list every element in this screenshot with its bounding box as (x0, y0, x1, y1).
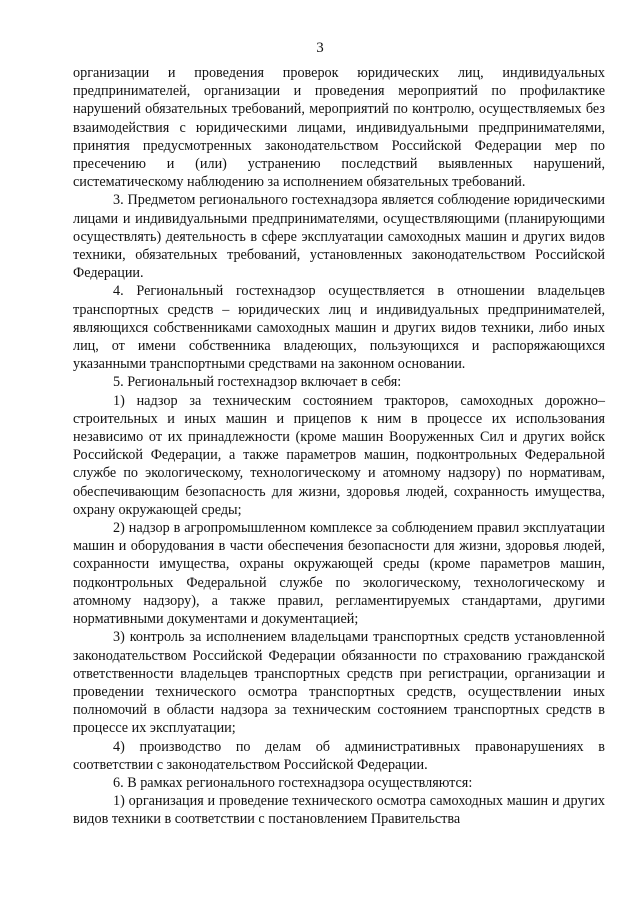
paragraph-item-5-4: 4) производство по делам об административных правонарушениях в соответствии с законодательством Российской Федерации. (73, 738, 605, 773)
paragraph-item-5-1: 1) надзор за техническим состоянием тракторов, самоходных дорожно–строительных и иных машин и прицепов к ним в процессе их использования независимо от их принадлежности (кроме машин Вооруженных Сил и других войск Российской Федерации, а также параметров машин, подконтрольных Федеральной службе по экологическому, технологическому и атомному надзору) по нормативам, обеспечивающим безопасность для жизни, здоровья людей, сохранность имущества, охрану окружающей среды; (73, 392, 605, 518)
paragraph-continuation: организации и проведения проверок юридических лиц, индивидуальных предпринимателей, организации и проведения мероприятий по профилактике нарушений обязательных требований, мероприятий по контролю, осуществляемых без взаимодействия с юридическими лицами, индивидуальными предпринимателями, принятия предусмотренных законодательством Российской Федерации мер по пресечению и (или) устранению последствий выявленных нарушений, систематическому наблюдению за исполнением обязательных требований. (73, 65, 605, 191)
document-body (73, 64, 605, 829)
paragraph-item-5-3: 3) контроль за исполнением владельцами транспортных средств установленной законодательством Российской Федерации обязанности по страхованию гражданской ответственности владельцев транспортных средств при регистрации, организации и проведении технического осмотра транспортных средств, осуществлении иных полномочий в области надзора за техническим состоянием транспортных средств в процессе их эксплуатации; (73, 629, 605, 737)
paragraph-item-5-2: 2) надзор в агропромышленном комплексе за соблюдением правил эксплуатации машин и оборудования в части обеспечения безопасности для жизни, здоровья людей, сохранности имущества, охраны окружающей среды (кроме параметров машин, подконтрольных Федеральной службе по экологическому, технологическому и атомному надзору), а также правил, регламентируемых стандартами, другими нормативными документами и документацией; (73, 520, 605, 628)
page-number: 3 (316, 40, 324, 56)
paragraph-item-3: 3. Предметом регионального гостехнадзора является соблюдение юридическими лицами и индивидуальными предпринимателями, осуществляющими (планирующими осуществлять) деятельность в сфере эксплуатации самоходных машин и других видов техники, обязательных требований, установленных законодательством Российской Федерации. (73, 192, 605, 282)
paragraph-item-5: 5. Региональный гостехнадзор включает в себя: (113, 374, 402, 391)
paragraph-item-4: 4. Региональный гостехнадзор осуществляется в отношении владельцев транспортных средств – юридических лиц и индивидуальных предпринимателей, являющихся собственниками самоходных машин и других видов техники, либо иных лиц, от имени собственника владеющих, пользующихся и распоряжающихся указанными транспортными средствами на законном основании. (73, 283, 605, 373)
paragraph-item-6: 6. В рамках регионального гостехнадзора осуществляются: (113, 774, 473, 791)
paragraph-item-6-1: 1) организация и проведение технического осмотра самоходных машин и других видов техники в соответствии с постановлением Правительства (73, 793, 605, 828)
